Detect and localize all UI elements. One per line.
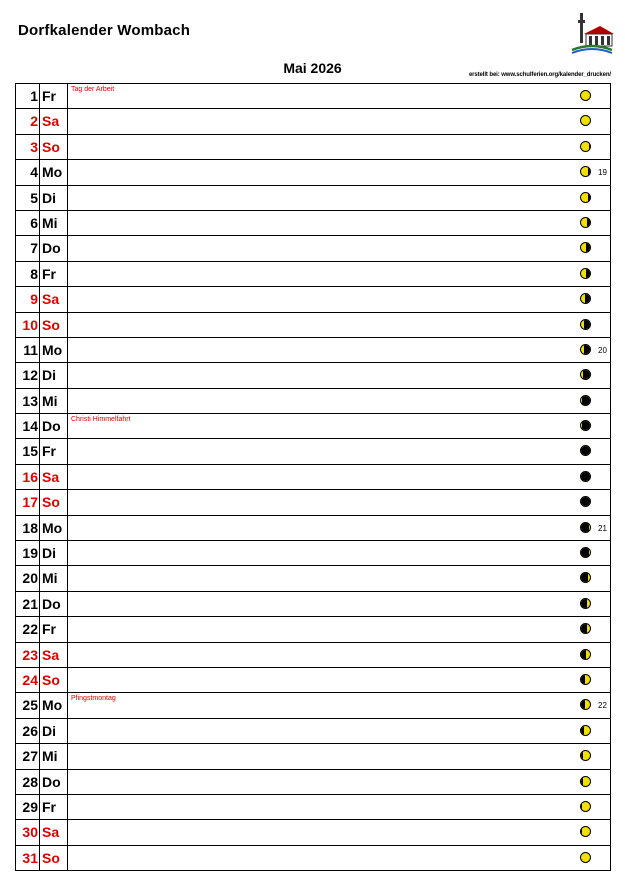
column-divider [39, 795, 40, 819]
moon-shadow [587, 218, 590, 227]
column-divider [67, 414, 68, 438]
column-divider [39, 846, 40, 870]
column-divider [67, 363, 68, 387]
moon-phase-icon [580, 115, 591, 126]
day-row [15, 770, 611, 795]
weekday-label: Di [42, 189, 56, 206]
day-row [15, 84, 611, 109]
moon-phase-icon [580, 242, 591, 253]
week-number: 21 [598, 523, 607, 533]
moon-shadow [585, 294, 590, 303]
calendar-grid [15, 83, 611, 871]
day-row [15, 211, 611, 236]
column-divider [67, 820, 68, 844]
moon-shadow [584, 320, 590, 329]
moon-shadow [586, 243, 590, 252]
day-number: 2 [30, 113, 38, 130]
moon-shadow [581, 573, 588, 582]
weekday-label: Fr [42, 88, 56, 104]
column-divider [67, 617, 68, 641]
month-heading: Mai 2026 [283, 60, 342, 76]
moon-phase-icon [580, 522, 591, 533]
day-number: 30 [22, 824, 38, 841]
weekday-label: So [42, 494, 60, 511]
day-row [15, 313, 611, 338]
column-divider [39, 313, 40, 337]
moon-phase-icon [580, 547, 591, 558]
moon-phase-icon [580, 471, 591, 482]
moon-phase-icon [580, 420, 591, 431]
column-divider [67, 84, 68, 108]
moon-shadow [588, 167, 590, 176]
day-row [15, 719, 611, 744]
day-row [15, 846, 611, 871]
moon-phase-icon [580, 192, 591, 203]
moon-shadow [581, 472, 590, 481]
weekday-label: Mo [42, 519, 63, 536]
village-logo-icon [570, 12, 614, 54]
day-row [15, 668, 611, 693]
weekday-label: Mi [42, 570, 58, 587]
moon-shadow [581, 726, 584, 735]
weekday-label: So [42, 138, 60, 155]
column-divider [67, 643, 68, 667]
holiday-note: Tag der Arbeit [71, 86, 115, 93]
column-divider [67, 566, 68, 590]
week-number: 22 [598, 701, 607, 711]
column-divider [67, 693, 68, 717]
weekday-label: Mi [42, 392, 58, 409]
day-row [15, 389, 611, 414]
day-row [15, 109, 611, 134]
weekday-label: Sa [42, 468, 60, 485]
moon-phase-icon [580, 572, 591, 583]
weekday-label: Sa [42, 291, 60, 308]
moon-shadow [581, 497, 590, 506]
day-row [15, 795, 611, 820]
column-divider [67, 313, 68, 337]
day-row [15, 414, 611, 439]
column-divider [67, 592, 68, 616]
day-number: 3 [30, 138, 38, 155]
column-divider [67, 211, 68, 235]
day-row [15, 820, 611, 845]
day-number: 28 [22, 773, 38, 790]
moon-shadow [589, 142, 590, 151]
moon-shadow [581, 624, 587, 633]
moon-shadow [581, 523, 589, 532]
weekday-label: Mo [42, 164, 63, 181]
moon-phase-icon [580, 674, 591, 685]
moon-phase-icon [580, 649, 591, 660]
day-number: 15 [22, 443, 38, 460]
day-number: 21 [22, 595, 38, 612]
moon-phase-icon [580, 293, 591, 304]
day-number: 11 [23, 341, 38, 358]
week-number: 19 [598, 168, 607, 178]
column-divider [39, 135, 40, 159]
moon-shadow [583, 370, 590, 379]
weekday-label: Di [42, 545, 56, 562]
column-divider [67, 389, 68, 413]
weekday-label: Mo [42, 697, 63, 714]
column-divider [39, 744, 40, 768]
column-divider [39, 439, 40, 463]
day-row [15, 186, 611, 211]
day-number: 13 [22, 392, 38, 409]
moon-phase-icon [580, 496, 591, 507]
day-number: 6 [30, 214, 38, 231]
column-divider [39, 186, 40, 210]
day-number: 12 [22, 367, 38, 384]
day-row [15, 338, 611, 363]
moon-shadow [581, 827, 582, 836]
day-row [15, 262, 611, 287]
column-divider [39, 693, 40, 717]
moon-phase-icon [580, 90, 591, 101]
day-row [15, 541, 611, 566]
weekday-label: Do [42, 418, 61, 435]
moon-phase-icon [580, 699, 591, 710]
weekday-label: Fr [42, 798, 56, 815]
weekday-label: Sa [42, 646, 60, 663]
moon-shadow [581, 751, 583, 760]
day-row [15, 236, 611, 261]
column-divider [39, 160, 40, 184]
weekday-label: Sa [42, 113, 60, 130]
weekday-label: Di [42, 367, 56, 384]
moon-phase-icon [580, 166, 591, 177]
day-number: 23 [22, 646, 38, 663]
column-divider [39, 770, 40, 794]
weekday-label: Fr [42, 443, 56, 460]
moon-shadow [584, 345, 590, 354]
weekday-label: Mo [42, 341, 63, 358]
weekday-label: Mi [42, 748, 58, 765]
moon-phase-icon [580, 319, 591, 330]
day-number: 24 [22, 671, 38, 688]
day-number: 19 [22, 545, 38, 562]
column-divider [67, 160, 68, 184]
column-divider [67, 795, 68, 819]
moon-shadow [581, 675, 585, 684]
day-row [15, 490, 611, 515]
weekday-label: So [42, 316, 60, 333]
weekday-label: Do [42, 595, 61, 612]
column-divider [39, 643, 40, 667]
day-number: 7 [30, 240, 38, 257]
day-row [15, 439, 611, 464]
weekday-label: Mi [42, 214, 58, 231]
day-number: 10 [22, 316, 38, 333]
day-number: 1 [30, 88, 38, 104]
column-divider [39, 287, 40, 311]
moon-phase-icon [580, 852, 591, 863]
day-number: 26 [22, 722, 38, 739]
column-divider [39, 414, 40, 438]
day-number: 4 [30, 164, 38, 181]
moon-shadow [581, 802, 582, 811]
day-row [15, 465, 611, 490]
day-row [15, 135, 611, 160]
weekday-label: Di [42, 722, 56, 739]
moon-shadow [581, 700, 585, 709]
moon-shadow [582, 396, 590, 405]
day-number: 16 [22, 468, 38, 485]
column-divider [67, 541, 68, 565]
column-divider [67, 439, 68, 463]
moon-phase-icon [580, 395, 591, 406]
column-divider [67, 846, 68, 870]
column-divider [67, 262, 68, 286]
day-row [15, 744, 611, 769]
moon-phase-icon [580, 598, 591, 609]
moon-shadow [581, 446, 590, 455]
column-divider [39, 820, 40, 844]
column-divider [67, 668, 68, 692]
column-divider [39, 363, 40, 387]
day-number: 17 [22, 494, 38, 511]
day-row [15, 643, 611, 668]
column-divider [39, 566, 40, 590]
column-divider [39, 719, 40, 743]
column-divider [67, 236, 68, 260]
moon-phase-icon [580, 217, 591, 228]
holiday-note: Pfingstmontag [71, 695, 116, 703]
weekday-label: Fr [42, 265, 56, 282]
column-divider [39, 490, 40, 514]
column-divider [67, 719, 68, 743]
day-number: 18 [22, 519, 38, 536]
column-divider [39, 617, 40, 641]
moon-shadow [586, 269, 590, 278]
day-number: 29 [22, 798, 38, 815]
weekday-label: Do [42, 240, 61, 257]
column-divider [39, 592, 40, 616]
column-divider [39, 668, 40, 692]
column-divider [39, 84, 40, 108]
column-divider [67, 109, 68, 133]
day-row [15, 592, 611, 617]
column-divider [39, 541, 40, 565]
moon-phase-icon [580, 623, 591, 634]
column-divider [39, 109, 40, 133]
column-divider [67, 516, 68, 540]
day-row [15, 363, 611, 388]
moon-phase-icon [580, 826, 591, 837]
moon-phase-icon [580, 268, 591, 279]
column-divider [39, 465, 40, 489]
day-number: 31 [22, 849, 38, 866]
column-divider [67, 287, 68, 311]
column-divider [67, 186, 68, 210]
credit-text: erstellt bei: www.schulferien.org/kalender_drucken/ [468, 72, 611, 78]
day-row [15, 566, 611, 591]
day-row [15, 617, 611, 642]
moon-shadow [581, 650, 586, 659]
moon-phase-icon [580, 141, 591, 152]
moon-phase-icon [580, 801, 591, 812]
day-number: 25 [22, 697, 38, 714]
day-number: 27 [22, 748, 38, 765]
day-number: 20 [22, 570, 38, 587]
moon-phase-icon [580, 725, 591, 736]
day-row [15, 516, 611, 541]
moon-phase-icon [580, 750, 591, 761]
column-divider [39, 338, 40, 362]
column-divider [39, 389, 40, 413]
day-number: 22 [22, 621, 38, 638]
calendar-title: Dorfkalender Wombach [18, 22, 191, 39]
weekday-label: Fr [42, 621, 56, 638]
moon-shadow [581, 777, 583, 786]
moon-phase-icon [580, 344, 591, 355]
column-divider [39, 236, 40, 260]
column-divider [67, 338, 68, 362]
moon-shadow [588, 193, 590, 202]
column-divider [39, 262, 40, 286]
weekday-label: So [42, 849, 60, 866]
weekday-label: Sa [42, 824, 60, 841]
column-divider [39, 211, 40, 235]
moon-shadow [581, 548, 589, 557]
day-row [15, 287, 611, 312]
column-divider [39, 516, 40, 540]
day-row [15, 693, 611, 718]
day-number: 5 [30, 189, 38, 206]
day-number: 14 [22, 418, 38, 435]
column-divider [67, 770, 68, 794]
weekday-label: So [42, 671, 60, 688]
moon-phase-icon [580, 369, 591, 380]
moon-phase-icon [580, 776, 591, 787]
moon-phase-icon [580, 445, 591, 456]
day-number: 8 [30, 265, 38, 282]
column-divider [67, 744, 68, 768]
moon-shadow [581, 599, 587, 608]
column-divider [67, 465, 68, 489]
day-row [15, 160, 611, 185]
holiday-note: Christi Himmelfahrt [71, 416, 131, 424]
column-divider [67, 490, 68, 514]
moon-shadow [582, 421, 590, 430]
weekday-label: Do [42, 773, 61, 790]
day-number: 9 [30, 291, 38, 308]
column-divider [67, 135, 68, 159]
week-number: 20 [598, 345, 607, 355]
